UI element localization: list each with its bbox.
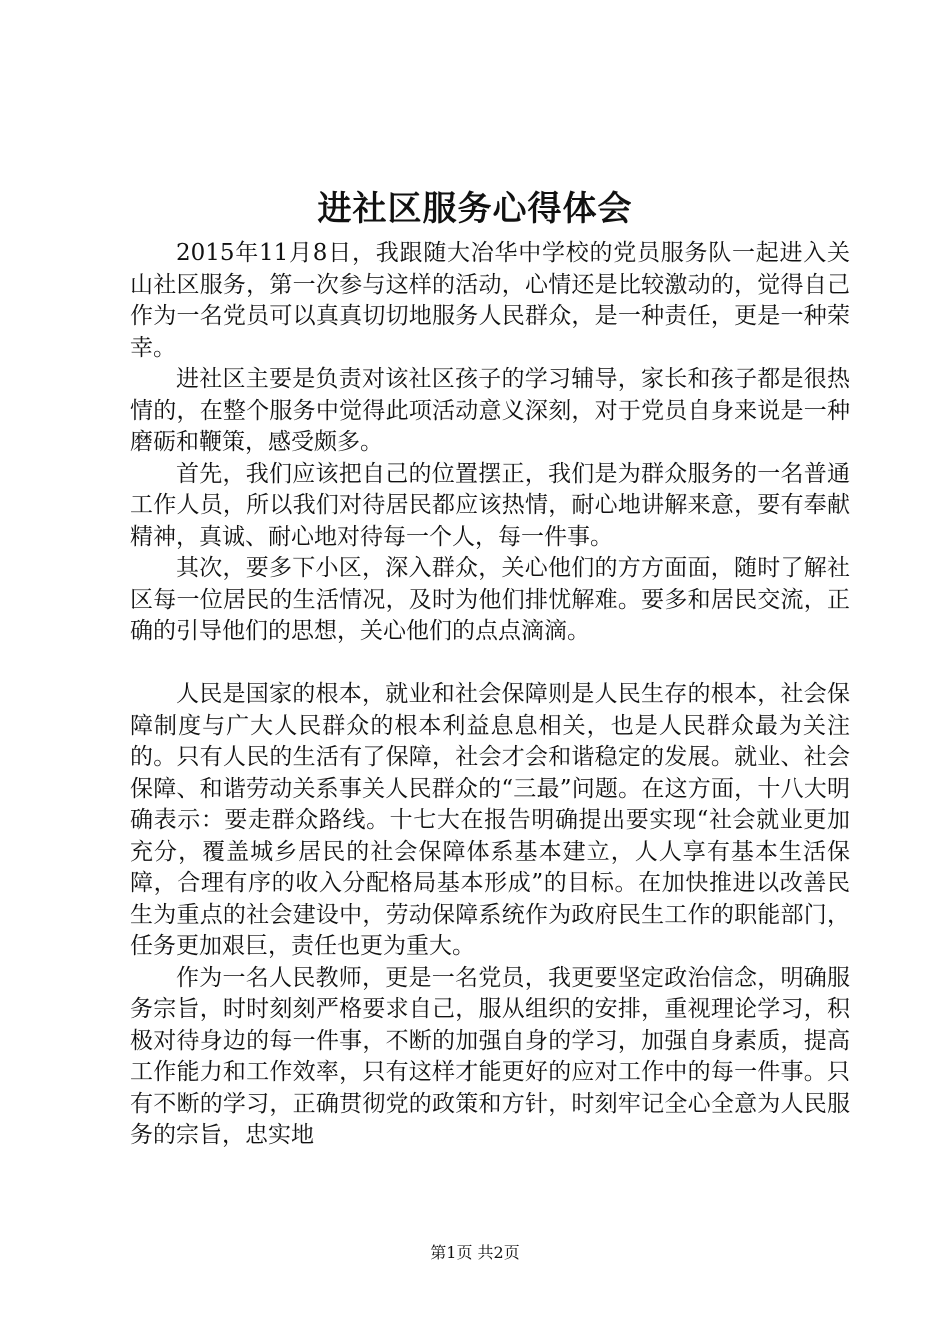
paragraph-3: 首先，我们应该把自己的位置摆正，我们是为群众服务的一名普通工作人员，所以我们对待居民都应该热情，耐心地讲解来意，要有奉献精神，真诚、耐心地对待每一个人，每一件事。 [130,460,850,550]
paragraph-1: 2015年11月8日，我跟随大冶华中学校的党员服务队一起进入关山社区服务，第一次参与这样的活动，心情还是比较激动的，觉得自己作为一名党员可以真真切切地服务人民群众，是一种责任，更是一种荣幸。 [130,240,850,361]
paragraph-gap [130,648,850,680]
paragraph-2: 进社区主要是负责对该社区孩子的学习辅导，家长和孩子都是很热情的，在整个服务中觉得此项活动意义深刻，对于党员自身来说是一种磨砺和鞭策，感受颇多。 [130,366,850,455]
paragraph-5: 人民是国家的根本，就业和社会保障则是人民生存的根本，社会保障制度与广大人民群众的根本利益息息相关，也是人民群众最为关注的。只有人民的生活有了保障，社会才会和谐稳定的发展。就业、社会保障、和谐劳动关系事关人民群众的“三最”问题。在这方面，十八大明确表示：要走群众路线。十七大在报告明确提出要实现“社会就业更加充分，覆盖城乡居民的社会保障体系基本建立，人人享有基本生活保障，合理有序的收入分配格局基本形成”的目标。在加快推进以改善民生为重点的社会建设中，劳动保障系统作为政府民生工作的职能部门，任务更加艰巨，责任也更为重大。 [130,681,850,959]
paragraph-6: 作为一名人民教师，更是一名党员，我更要坚定政治信念，明确服务宗旨，时时刻刻严格要求自己，服从组织的安排，重视理论学习，积极对待身边的每一件事，不断的加强自身的学习，加强自身素质，提高工作能力和工作效率，只有这样才能更好的应对工作中的每一件事。只有不断的学习，正确贯彻党的政策和方针，时刻牢记全心全意为人民服务的宗旨，忠实地 [130,964,850,1148]
page-footer: 第1页 共2页 [430,1243,520,1262]
paragraph-4: 其次，要多下小区，深入群众，关心他们的方方面面，随时了解社区每一位居民的生活情况，及时为他们排忧解难。要多和居民交流，正确的引导他们的思想，关心他们的点点滴滴。 [130,555,850,644]
document-title: 进社区服务心得体会 [317,189,633,229]
document-body [130,238,850,1152]
